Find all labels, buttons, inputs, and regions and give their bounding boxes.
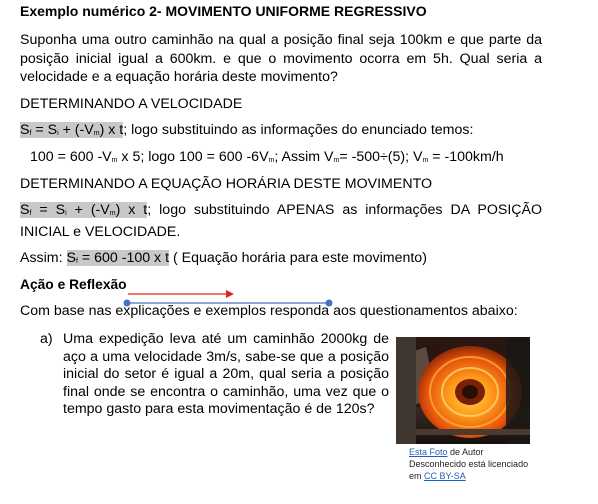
question-marker: a) <box>40 331 53 347</box>
section-heading-action: Ação e Reflexão <box>20 277 127 292</box>
calc-part5: = -100km/h <box>428 149 504 165</box>
photo-source-link[interactable]: Esta Foto <box>409 447 448 457</box>
page-title: Exemplo numérico 2- MOVIMENTO UNIFORME REGRESSIVO <box>20 3 427 19</box>
calc-part4: = -500÷(5); V <box>339 149 423 165</box>
hourly-equation <box>20 249 427 271</box>
velocity-calculation: 100 = 600 $-V_m$ x 5; logo 100 = 600 $-6V_m$; Assim $V_m= -500\div(5)$; $V_m = -100km/h$ <box>30 149 504 165</box>
question-a-text: Uma expedição leva até um caminhão 2000kg de aço a uma velocidade 3m/s, sabe-se que a posição inicial do setor é igual a 20m, qual seria a posição final onde se encontra o caminhão, uma vez que o tempo gasto para esta movimentação é de 120s? <box>63 331 389 418</box>
formula-equation <box>20 201 542 242</box>
formula-velocity <box>20 121 473 143</box>
formula-velocity-tail: ; logo substituindo as informações do enunciado temos: <box>123 122 474 138</box>
hourly-equation-highlight: $S_f = 600$ -100 x t <box>66 250 170 266</box>
calc-part3: ; Assim V <box>274 149 334 165</box>
steel-coil-photo <box>396 337 530 444</box>
formula-highlight: $S_f = S_i + (-V_m)$ x t <box>20 122 124 138</box>
assim-label: Assim: <box>20 250 67 266</box>
calc-part2: x 5; logo 100 = 600 -6V <box>117 149 269 165</box>
formula-equation-tail: ; logo substituindo APENAS as informações DA POSIÇÃO INICIAL e VELOCIDADE. <box>20 202 543 240</box>
formula2-highlight: $S_f = S_i + (-V_m)$ x t <box>20 202 148 218</box>
hourly-equation-text: = 600 -100 x t <box>77 250 170 266</box>
section-heading-velocity: DETERMINANDO A VELOCIDADE <box>20 96 243 112</box>
instruction-text: Com base nas explicações e exemplos responda aos questionamentos abaixo: <box>20 303 518 319</box>
problem-statement: Suponha uma outro caminhão na qual a posição final seja 100km e que parte da posição inicial igual a 600km. e que o movimento ocorra em 5h. Qual seria a velocidade e a equação horária deste movimento? <box>20 32 542 85</box>
caption-text: de Autor Desconhecido está licenciado em <box>409 447 529 481</box>
calc-part1: 100 = 600 -V <box>30 149 112 165</box>
section-heading-equation: DETERMINANDO A EQUAÇÃO HORÁRIA DESTE MOVIMENTO <box>20 176 433 192</box>
hourly-equation-note: ( Equação horária para este movimento) <box>169 250 427 266</box>
license-link[interactable]: CC BY-SA <box>424 471 466 481</box>
photo-caption <box>409 446 539 482</box>
